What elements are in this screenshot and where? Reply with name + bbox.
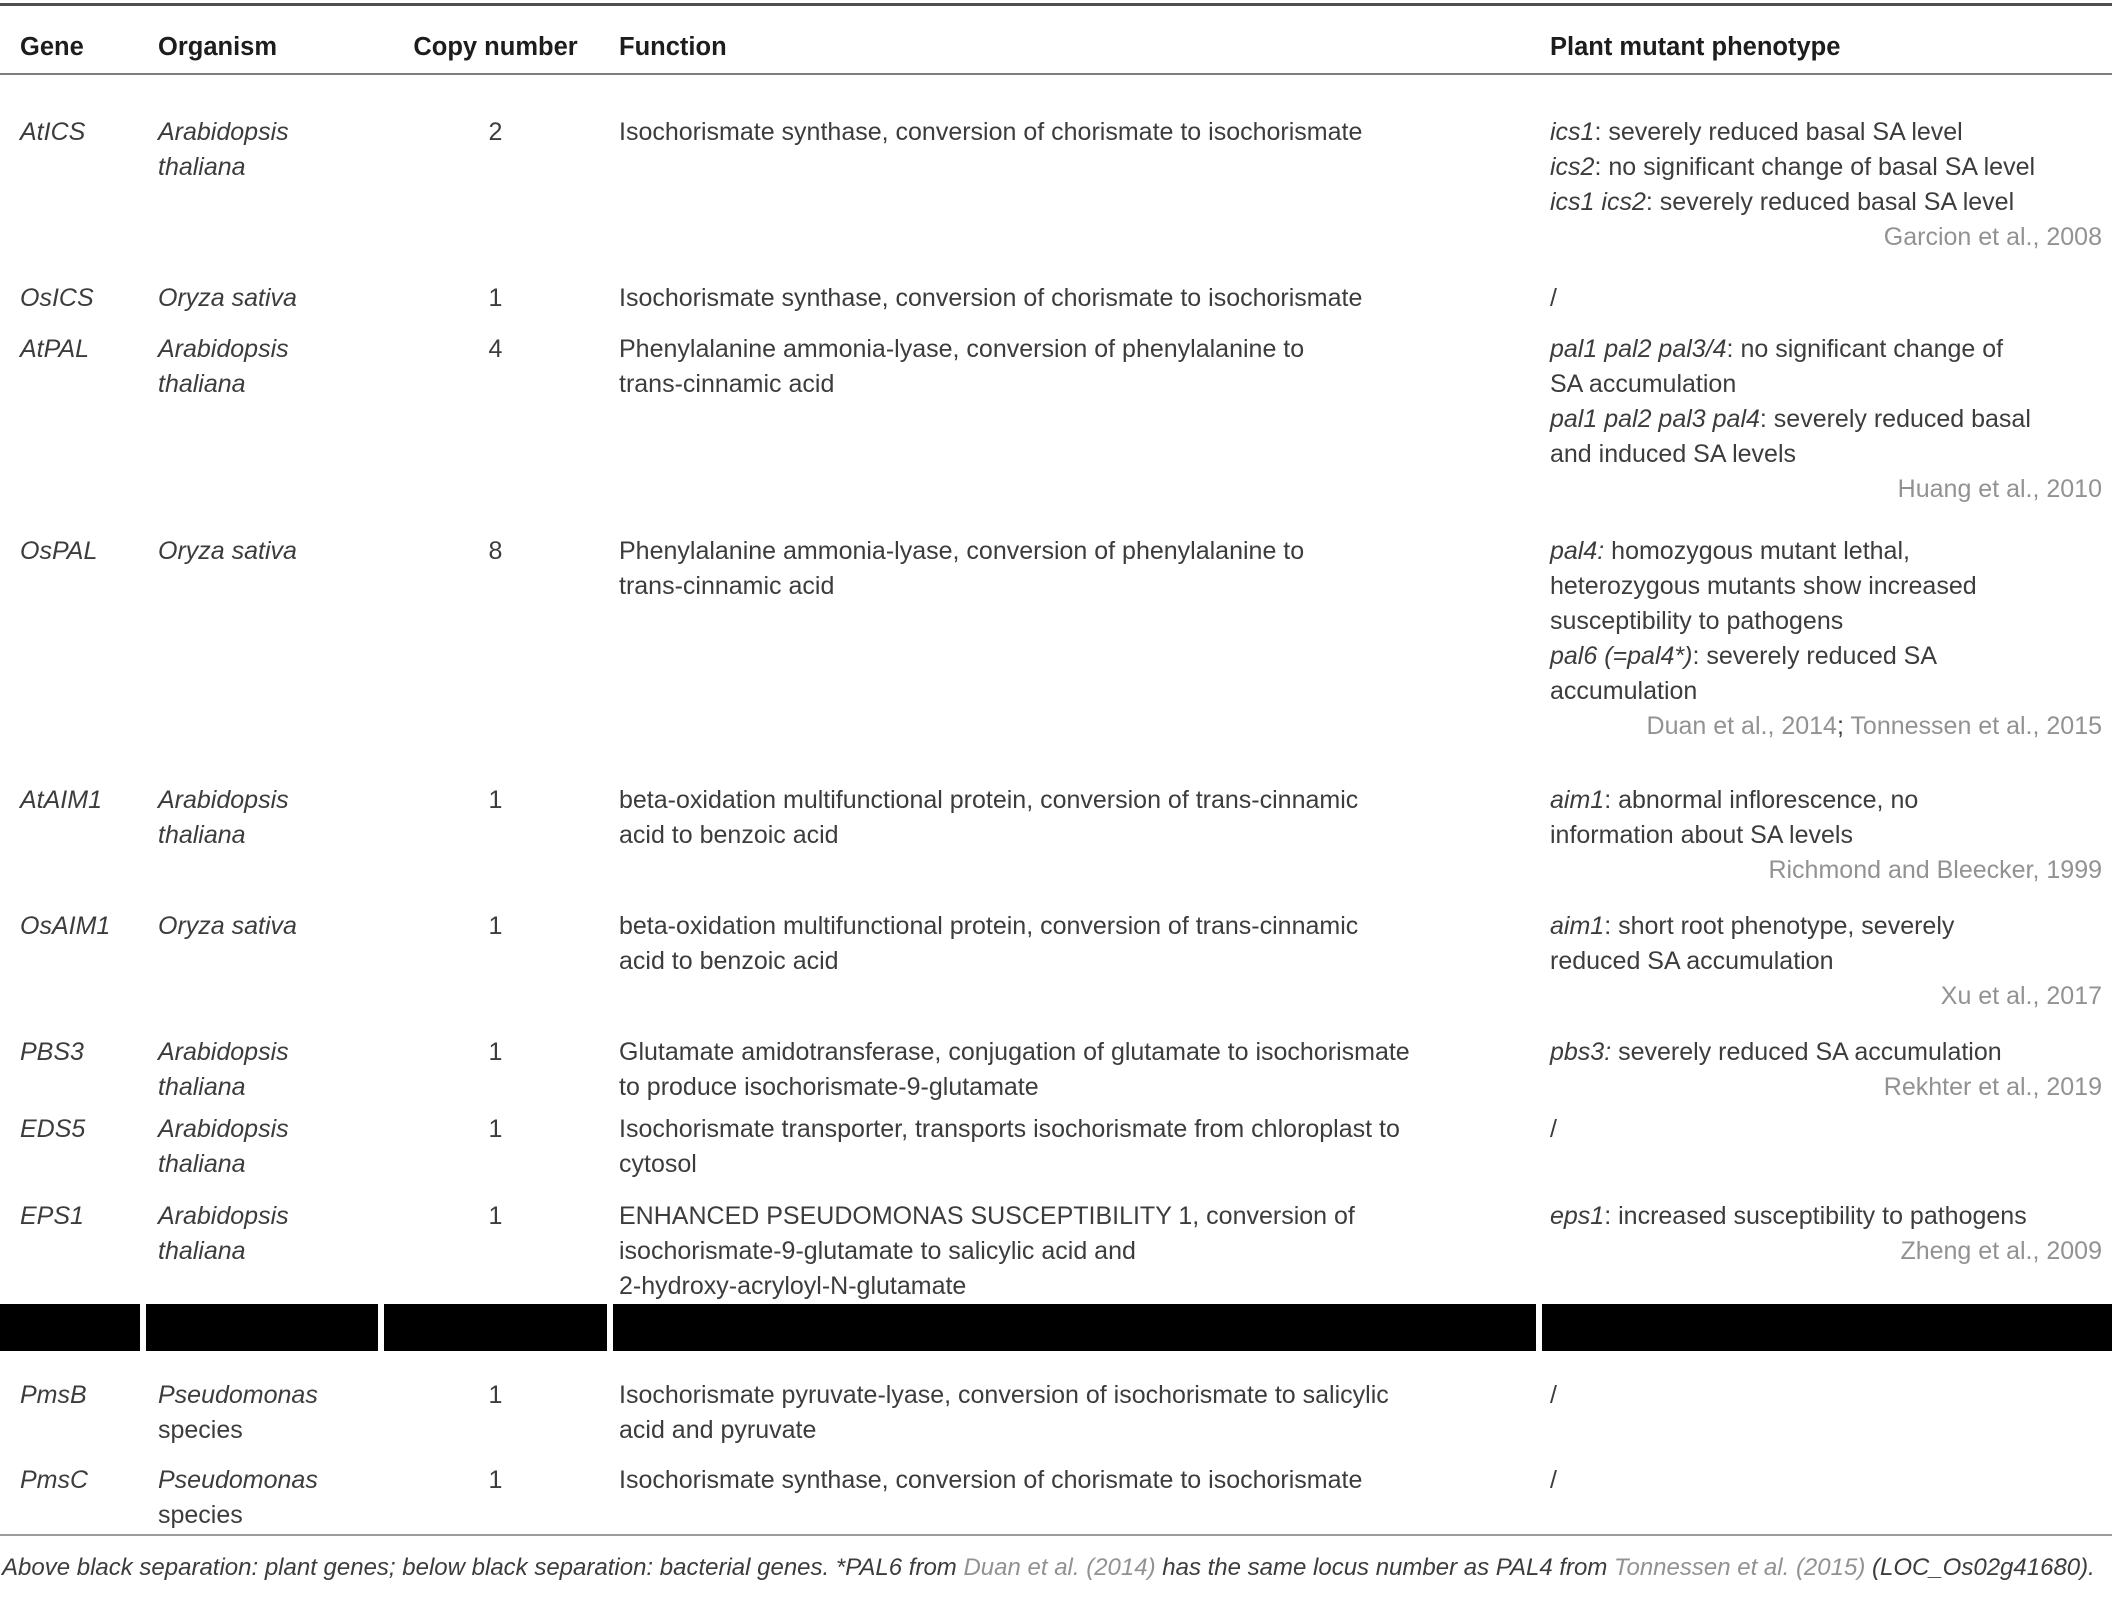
- function-cell: Isochorismate transporter, transports isochorismate from chloroplast to cytosol: [619, 1115, 1400, 1178]
- table-row-atpal: [0, 325, 2112, 527]
- organism-cell: [146, 1105, 378, 1192]
- text-segment: ics1 ics2: [1550, 188, 1646, 216]
- text-segment: : severely reduced basal SA level: [1594, 118, 1963, 146]
- reference-link: Duan et al. (2014): [963, 1554, 1156, 1581]
- text-segment: : severely reduced SA: [1692, 642, 1938, 670]
- separator-cell: [1542, 1304, 2112, 1351]
- gene-cell: OsPAL: [20, 537, 98, 565]
- reference-link: Zheng et al., 2009: [1900, 1237, 2102, 1265]
- text-segment: pal6 (=pal4*): [1550, 642, 1693, 670]
- gene-cell: PBS3: [20, 1038, 84, 1066]
- citation: [1550, 709, 2102, 744]
- reference-link: Richmond and Bleecker, 1999: [1768, 856, 2102, 884]
- table-row-eps1: [0, 1192, 2112, 1304]
- text-segment: and induced SA levels: [1550, 440, 1797, 468]
- table-row-pbs3: [0, 1028, 2112, 1105]
- phenotype-cell: [1542, 75, 2112, 274]
- citation: [1550, 979, 2102, 1014]
- text-segment: heterozygous mutants show increased: [1550, 572, 1977, 600]
- function-cell: Phenylalanine ammonia-lyase, conversion of phenylalanine to trans-cinnamic acid: [619, 537, 1305, 600]
- text-segment: information about SA levels: [1550, 821, 1853, 849]
- table-row-eds5: [0, 1105, 2112, 1192]
- citation: [1550, 853, 2102, 888]
- phenotype-cell: [1542, 1456, 2112, 1534]
- function-cell: Isochorismate synthase, conversion of chorismate to isochorismate: [619, 1466, 1363, 1494]
- text-segment: accumulation: [1550, 677, 1698, 705]
- text-segment: Arabidopsis: [158, 786, 289, 814]
- reference-link: Xu et al., 2017: [1940, 982, 2102, 1010]
- gene-cell: PmsB: [20, 1381, 87, 1409]
- header-gene: Gene: [20, 33, 84, 61]
- phenotype-cell: [1542, 325, 2112, 527]
- copy-number-cell: 1: [488, 912, 503, 940]
- plant-bacterial-separator-band: [0, 1304, 2112, 1351]
- text-segment: aim1: [1550, 912, 1605, 940]
- table-row-pmsc: [0, 1456, 2112, 1534]
- gene-cell: EDS5: [20, 1115, 86, 1143]
- text-segment: pal1 pal2 pal3/4: [1550, 335, 1727, 363]
- text-segment: susceptibility to pathogens: [1550, 607, 1844, 635]
- text-segment: : no significant change of basal SA level: [1594, 153, 2036, 181]
- text-segment: Arabidopsis: [158, 118, 289, 146]
- phenotype-text: [1550, 1463, 2102, 1498]
- header-plant-mutant-phenotype: Plant mutant phenotype: [1550, 33, 1841, 61]
- copy-number-cell: 8: [488, 537, 503, 565]
- organism-cell: [146, 902, 378, 1028]
- function-cell: Isochorismate synthase, conversion of chorismate to isochorismate: [619, 284, 1363, 312]
- phenotype-text: [1550, 115, 2102, 220]
- text-segment: Pseudomonas: [158, 1381, 318, 1409]
- text-segment: ics1: [1550, 118, 1595, 146]
- text-segment: reduced SA accumulation: [1550, 947, 1834, 975]
- text-segment: /: [1550, 1115, 1557, 1143]
- organism-cell: [146, 325, 378, 527]
- reference-link: Duan et al., 2014: [1646, 712, 1837, 740]
- header-function: Function: [619, 33, 727, 61]
- text-segment: thaliana: [158, 370, 246, 398]
- text-segment: /: [1550, 284, 1557, 312]
- text-segment: : severely reduced basal SA level: [1645, 188, 2015, 216]
- text-segment: pbs3:: [1550, 1038, 1612, 1066]
- phenotype-cell: [1542, 527, 2112, 776]
- reference-link: Tonnessen et al. (2015): [1614, 1554, 1866, 1581]
- gene-cell: OsAIM1: [20, 912, 111, 940]
- reference-link: Huang et al., 2010: [1897, 475, 2102, 503]
- phenotype-text: [1550, 534, 2102, 709]
- text-segment: thaliana: [158, 1237, 246, 1265]
- copy-number-cell: 1: [488, 1038, 503, 1066]
- phenotype-cell: [1542, 1192, 2112, 1304]
- phenotype-cell: [1542, 776, 2112, 902]
- text-segment: species: [158, 1416, 243, 1444]
- text-segment: SA accumulation: [1550, 370, 1737, 398]
- organism-cell: [146, 1028, 378, 1105]
- organism-cell: [146, 1456, 378, 1534]
- separator-cell: [613, 1304, 1536, 1351]
- organism-cell: [146, 1192, 378, 1304]
- phenotype-text: [1550, 1378, 2102, 1413]
- reference-link: Rekhter et al., 2019: [1883, 1073, 2102, 1101]
- copy-number-cell: 1: [488, 1381, 503, 1409]
- table-row-pmsb: [0, 1351, 2112, 1456]
- gene-cell: EPS1: [20, 1202, 84, 1230]
- function-cell: Glutamate amidotransferase, conjugation of glutamate to isochorismate to produce isochorismate-9-glutamate: [619, 1038, 1410, 1101]
- text-segment: thaliana: [158, 1150, 246, 1178]
- text-segment: : no significant change of: [1726, 335, 2004, 363]
- header-organism: Organism: [158, 33, 278, 61]
- text-segment: ;: [1836, 712, 1851, 740]
- phenotype-text: [1550, 1035, 2102, 1070]
- phenotype-cell: [1542, 1351, 2112, 1456]
- reference-link: Garcion et al., 2008: [1883, 223, 2102, 251]
- function-cell: beta-oxidation multifunctional protein, conversion of trans-cinnamic acid to benzoic acid: [619, 912, 1359, 975]
- text-segment: Pseudomonas: [158, 1466, 318, 1494]
- text-segment: eps1: [1550, 1202, 1605, 1230]
- phenotype-cell: [1542, 1105, 2112, 1192]
- header-copy-number: Copy number: [413, 33, 578, 61]
- gene-cell: OsICS: [20, 284, 94, 312]
- text-segment: Oryza sativa: [158, 284, 297, 312]
- text-segment: (LOC_Os02g41680).: [1865, 1554, 2095, 1581]
- text-segment: thaliana: [158, 1073, 246, 1101]
- function-cell: Phenylalanine ammonia-lyase, conversion of phenylalanine to trans-cinnamic acid: [619, 335, 1305, 398]
- gene-table: [0, 3, 2112, 1602]
- citation: [1550, 472, 2102, 507]
- copy-number-cell: 1: [488, 1466, 503, 1494]
- organism-cell: [146, 776, 378, 902]
- table-row-ospal: [0, 527, 2112, 776]
- text-segment: : short root phenotype, severely: [1604, 912, 1955, 940]
- text-segment: Arabidopsis: [158, 1202, 289, 1230]
- separator-cell: [146, 1304, 378, 1351]
- function-cell: Isochorismate pyruvate-lyase, conversion of isochorismate to salicylic acid and pyruvate: [619, 1381, 1389, 1444]
- text-segment: Oryza sativa: [158, 912, 297, 940]
- gene-cell: AtAIM1: [20, 786, 102, 814]
- copy-number-cell: 4: [488, 335, 503, 363]
- phenotype-text: [1550, 332, 2102, 472]
- text-segment: pal1 pal2 pal3 pal4: [1550, 405, 1760, 433]
- reference-link: Tonnessen et al., 2015: [1850, 712, 2102, 740]
- phenotype-text: [1550, 909, 2102, 979]
- text-segment: : abnormal inflorescence, no: [1604, 786, 1919, 814]
- text-segment: aim1: [1550, 786, 1605, 814]
- text-segment: thaliana: [158, 153, 246, 181]
- text-segment: /: [1550, 1466, 1557, 1494]
- organism-cell: [146, 75, 378, 274]
- table-row-atics: [0, 75, 2112, 274]
- function-cell: beta-oxidation multifunctional protein, conversion of trans-cinnamic acid to benzoic acid: [619, 786, 1359, 849]
- table-row-ataim1: [0, 776, 2112, 902]
- phenotype-cell: [1542, 1028, 2112, 1105]
- function-cell: Isochorismate synthase, conversion of chorismate to isochorismate: [619, 118, 1363, 146]
- text-segment: severely reduced SA accumulation: [1611, 1038, 2002, 1066]
- text-segment: Oryza sativa: [158, 537, 297, 565]
- text-segment: : increased susceptibility to pathogens: [1604, 1202, 2027, 1230]
- table-row-osaim1: [0, 902, 2112, 1028]
- phenotype-text: [1550, 1199, 2102, 1234]
- citation: [1550, 1070, 2102, 1105]
- copy-number-cell: 1: [488, 786, 503, 814]
- phenotype-text: [1550, 281, 2102, 316]
- text-segment: species: [158, 1501, 243, 1529]
- text-segment: /: [1550, 1381, 1557, 1409]
- text-segment: ics2: [1550, 153, 1595, 181]
- separator-cell: [0, 1304, 140, 1351]
- citation: [1550, 1234, 2102, 1269]
- gene-cell: AtPAL: [20, 335, 90, 363]
- organism-cell: [146, 274, 378, 325]
- text-segment: Arabidopsis: [158, 335, 289, 363]
- copy-number-cell: 1: [488, 284, 503, 312]
- footnote: [0, 1536, 2112, 1602]
- phenotype-cell: [1542, 902, 2112, 1028]
- copy-number-cell: 1: [488, 1115, 503, 1143]
- text-segment: homozygous mutant lethal,: [1604, 537, 1910, 565]
- text-segment: : severely reduced basal: [1759, 405, 2031, 433]
- text-segment: Arabidopsis: [158, 1115, 289, 1143]
- text-segment: has the same locus number as PAL4 from: [1155, 1554, 1615, 1581]
- copy-number-cell: 1: [488, 1202, 503, 1230]
- text-segment: thaliana: [158, 821, 246, 849]
- gene-cell: PmsC: [20, 1466, 89, 1494]
- gene-cell: AtICS: [20, 118, 86, 146]
- phenotype-cell: [1542, 274, 2112, 325]
- text-segment: Arabidopsis: [158, 1038, 289, 1066]
- table-row-osics: [0, 274, 2112, 325]
- organism-cell: [146, 1351, 378, 1456]
- table-header-row: [0, 6, 2112, 73]
- organism-cell: [146, 527, 378, 776]
- text-segment: Above black separation: plant genes; below black separation: bacterial genes. *PAL6 from: [2, 1554, 964, 1581]
- citation: [1550, 220, 2102, 255]
- function-cell: ENHANCED PSEUDOMONAS SUSCEPTIBILITY 1, conversion of isochorismate-9-glutamate to salicylic acid and 2-hydroxy-acryloyl-N-glutamate: [619, 1202, 1355, 1300]
- separator-cell: [384, 1304, 607, 1351]
- copy-number-cell: 2: [488, 118, 503, 146]
- phenotype-text: [1550, 783, 2102, 853]
- text-segment: pal4:: [1550, 537, 1605, 565]
- phenotype-text: [1550, 1112, 2102, 1147]
